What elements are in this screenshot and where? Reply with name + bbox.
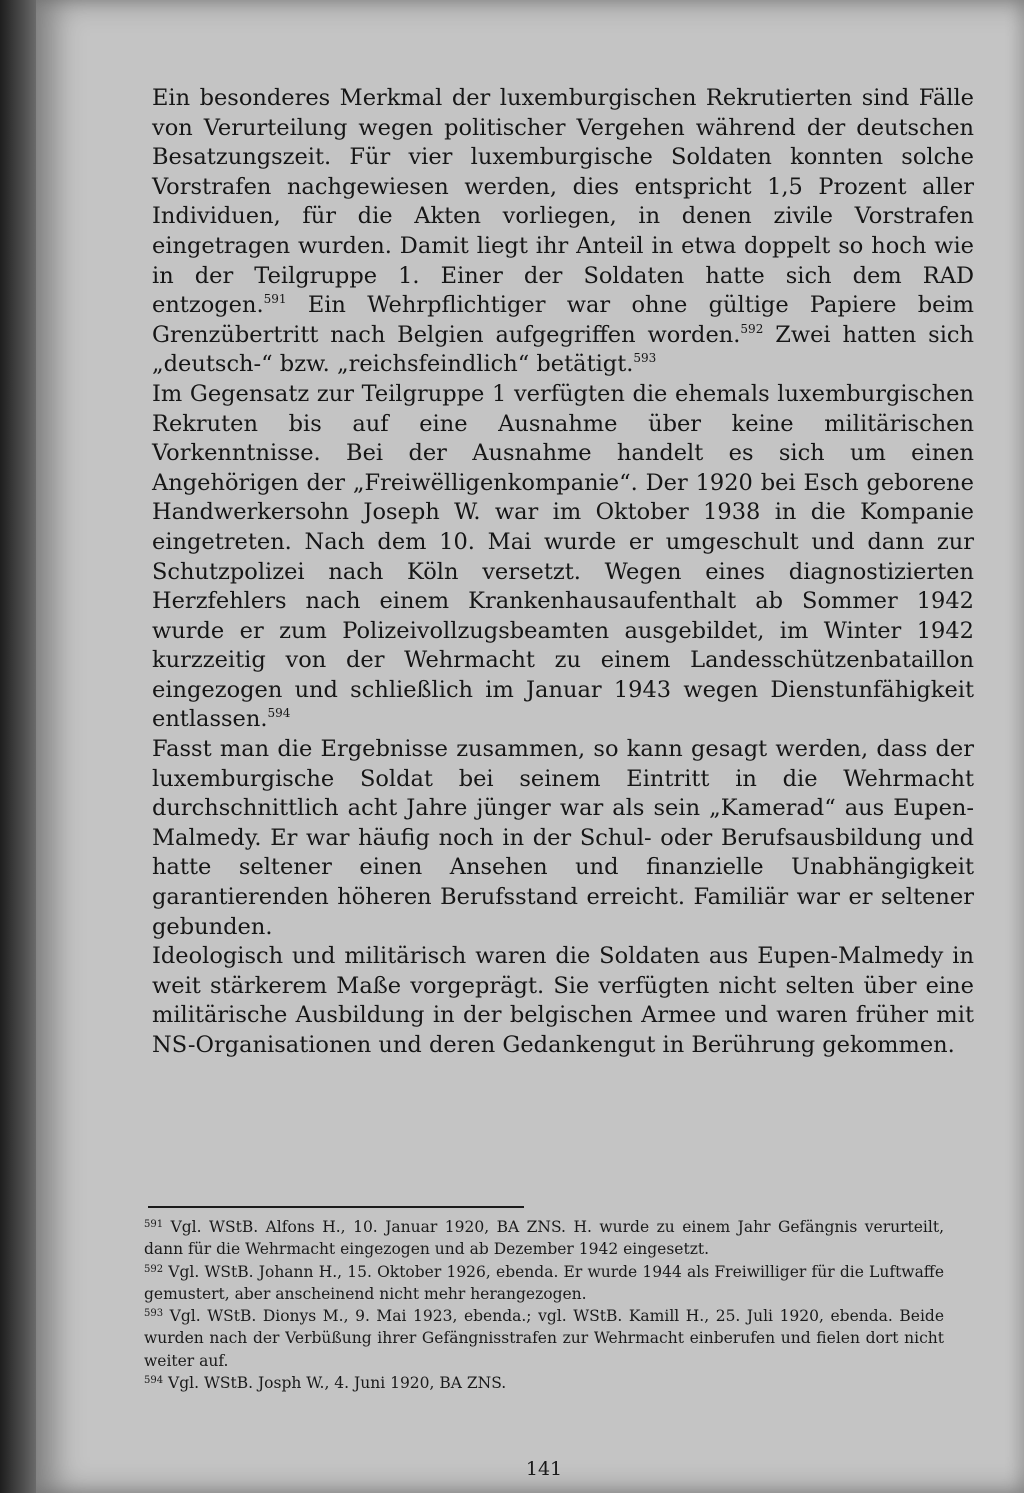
paragraph-3: Fasst man die Ergebnisse zusammen, so kann gesagt werden, dass der luxemburgische Soldat bei seinem Eintritt in die Wehrmacht durchschnittlich acht Jahre jünger war als sein „Kamerad“ aus Eupen-Malmedy. Er war häufig noch in der Schul- oder Berufsausbildung und hatte seltener einen Ansehen und finanzielle Unabhängigkeit garantierenden höheren Berufsstand erreicht. Familiär war er seltener gebunden. (152, 736, 974, 940)
footnote-ref-593[interactable]: 593 (633, 351, 657, 366)
footnote-ref-594[interactable]: 594 (267, 706, 291, 721)
paragraph-1 (152, 84, 974, 380)
footnote-text: Vgl. WStB. Josph W., 4. Juni 1920, BA ZNS. (163, 1374, 507, 1393)
paragraph-2 (152, 380, 974, 735)
footnote-text: Vgl. WStB. Dionys M., 9. Mai 1923, ebenda.; vgl. WStB. Kamill H., 25. Juli 1920, ebenda. Beide wurden nach der Verbüßung ihrer Gefängnisstrafen zur Wehrmacht einberufen und fielen dort nicht weiter auf. (144, 1307, 944, 1370)
book-page (36, 0, 1024, 1493)
footnote-number: 592 (144, 1263, 164, 1275)
footnote-593 (144, 1305, 944, 1372)
footnotes (144, 1216, 944, 1394)
paragraph-2-part-1: Im Gegensatz zur Teilgruppe 1 verfügten die ehemals luxemburgischen Rekruten bis auf eine Ausnahme über keine militärischen Vorkenntnisse. Bei der Ausnahme handelt es sich um einen Angehörigen der „Freiwëlligenkompanie“. Der 1920 bei Esch geborene Handwerkersohn Joseph W. war im Oktober 1938 in die Kompanie eingetreten. Nach dem 10. Mai wurde er umgeschult und dann zur Schutzpolizei nach Köln versetzt. Wegen eines diagnostizierten Herzfehlers nach einem Krankenhausaufenthalt ab Sommer 1942 wurde er zum Polizeivollzugsbeamten ausgebildet, im Winter 1942 kurzzeitig von der Wehrmacht zu einem Landesschützenbataillon eingezogen und schließlich im Januar 1943 wegen Dienstunfähigkeit entlassen. (152, 380, 974, 733)
footnote-number: 593 (144, 1308, 164, 1320)
footnote-594 (144, 1372, 944, 1394)
footnote-text: Vgl. WStB. Alfons H., 10. Januar 1920, BA ZNS. H. wurde zu einem Jahr Gefängnis verurteilt, dann für die Wehrmacht eingezogen und ab Dezember 1942 eingesetzt. (144, 1218, 944, 1259)
paragraph-1-part-2: Ein Wehrpflichtiger war ohne gültige Papiere beim Grenzübertritt nach Belgien aufgegriffen worden. (152, 292, 974, 348)
footnote-ref-592[interactable]: 592 (740, 321, 764, 336)
paragraph-4: Ideologisch und militärisch waren die Soldaten aus Eupen-Malmedy in weit stärkerem Maße vorgeprägt. Sie verfügten nicht selten über eine militärische Ausbildung in der belgischen Armee und waren früher mit NS-Organisationen und deren Gedankengut in Berührung gekommen. (152, 943, 974, 1058)
paragraph-1-part-1: Ein besonderes Merkmal der luxemburgischen Rekrutierten sind Fälle von Verurteilung wegen politischer Vergehen während der deutschen Besatzungszeit. Für vier luxemburgische Soldaten konnten solche Vorstrafen nachgewiesen werden, dies entspricht 1,5 Prozent aller Individuen, für die Akten vorliegen, in denen zivile Vorstrafen eingetragen wurden. Damit liegt ihr Anteil in etwa doppelt so hoch wie in der Teilgruppe 1. Einer der Soldaten hatte sich dem RAD entzogen. (152, 85, 974, 319)
paragraph-1-part-3: Zwei hatten sich „deutsch-“ bzw. „reichsfeindlich“ betätigt. (152, 321, 974, 378)
footnote-text: Vgl. WStB. Johann H., 15. Oktober 1926, ebenda. Er wurde 1944 als Freiwilliger für die Luftwaffe gemustert, aber anscheinend nicht mehr herangezogen. (144, 1262, 944, 1303)
footnote-divider (148, 1206, 524, 1208)
footnote-number: 591 (144, 1219, 164, 1230)
footnote-591 (144, 1216, 944, 1261)
footnote-number: 594 (144, 1375, 164, 1387)
main-text (152, 84, 974, 1061)
book-spine-shadow (0, 0, 36, 1493)
footnote-ref-591[interactable]: 591 (263, 292, 287, 307)
page-number: 141 (525, 1458, 563, 1480)
footnote-592 (144, 1261, 944, 1306)
